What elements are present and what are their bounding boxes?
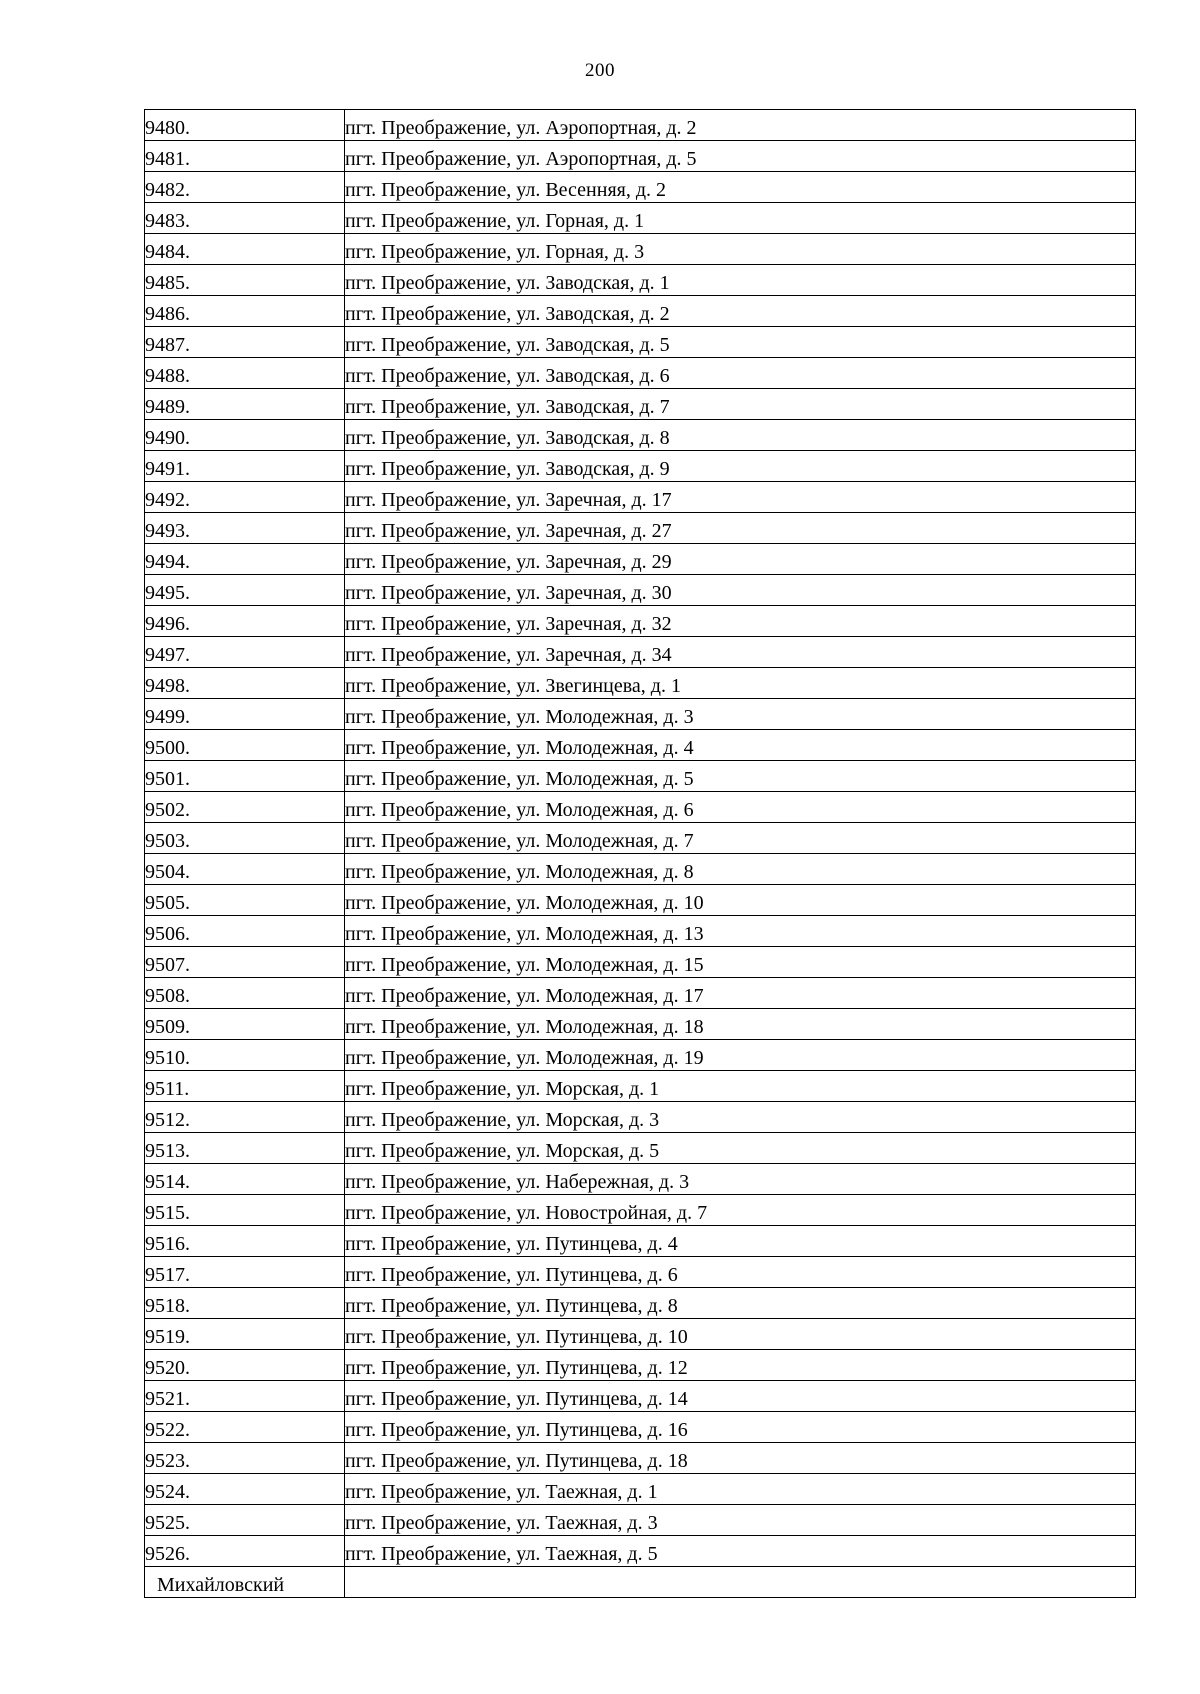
- row-number: 9494.: [145, 551, 190, 573]
- table-row: [145, 1350, 1136, 1381]
- row-address: пгт. Преображение, ул. Заречная, д. 34: [345, 644, 672, 666]
- row-number-cell: [145, 234, 345, 265]
- row-number: 9488.: [145, 365, 190, 387]
- table-row: [145, 1474, 1136, 1505]
- row-number: 9513.: [145, 1140, 190, 1162]
- table-row: [145, 1257, 1136, 1288]
- table-row: [145, 327, 1136, 358]
- table-row: [145, 761, 1136, 792]
- row-address-cell: [345, 637, 1136, 668]
- row-address: пгт. Преображение, ул. Заводская, д. 8: [345, 427, 670, 449]
- row-number-cell: [145, 1443, 345, 1474]
- table-row: [145, 823, 1136, 854]
- row-address-cell: [345, 575, 1136, 606]
- row-number: 9517.: [145, 1264, 190, 1286]
- row-address: пгт. Преображение, ул. Заречная, д. 30: [345, 582, 672, 604]
- row-address: пгт. Преображение, ул. Путинцева, д. 8: [345, 1295, 678, 1317]
- row-number-cell: [145, 1040, 345, 1071]
- row-address: пгт. Преображение, ул. Путинцева, д. 16: [345, 1419, 688, 1441]
- row-number-cell: [145, 1288, 345, 1319]
- row-number: 9490.: [145, 427, 190, 449]
- row-address-cell: [345, 885, 1136, 916]
- row-number: 9491.: [145, 458, 190, 480]
- row-address-cell: [345, 978, 1136, 1009]
- row-address-cell: [345, 1226, 1136, 1257]
- table-row: [145, 234, 1136, 265]
- row-address: пгт. Преображение, ул. Заводская, д. 7: [345, 396, 670, 418]
- row-address-cell: [345, 482, 1136, 513]
- row-address-cell: [345, 1319, 1136, 1350]
- row-address: пгт. Преображение, ул. Молодежная, д. 6: [345, 799, 694, 821]
- table-row: [145, 1226, 1136, 1257]
- row-address: пгт. Преображение, ул. Молодежная, д. 19: [345, 1047, 704, 1069]
- row-number: 9524.: [145, 1481, 190, 1503]
- row-number: 9498.: [145, 675, 190, 697]
- region-name-cell: [145, 1567, 345, 1598]
- row-number-cell: [145, 792, 345, 823]
- row-number: 9525.: [145, 1512, 190, 1534]
- row-address-cell: [345, 1381, 1136, 1412]
- row-address: пгт. Преображение, ул. Аэропортная, д. 2: [345, 117, 697, 139]
- table-row: [145, 978, 1136, 1009]
- row-number: 9487.: [145, 334, 190, 356]
- row-number: 9507.: [145, 954, 190, 976]
- row-number-cell: [145, 761, 345, 792]
- row-number-cell: [145, 1133, 345, 1164]
- row-number: 9505.: [145, 892, 190, 914]
- row-number: 9501.: [145, 768, 190, 790]
- row-address: пгт. Преображение, ул. Горная, д. 3: [345, 241, 645, 263]
- row-address: пгт. Преображение, ул. Молодежная, д. 13: [345, 923, 704, 945]
- table-row: [145, 606, 1136, 637]
- row-number: 9523.: [145, 1450, 190, 1472]
- row-number-cell: [145, 544, 345, 575]
- row-number-cell: [145, 637, 345, 668]
- row-number-cell: [145, 1505, 345, 1536]
- row-number: 9496.: [145, 613, 190, 635]
- row-number: 9500.: [145, 737, 190, 759]
- row-address: пгт. Преображение, ул. Путинцева, д. 10: [345, 1326, 688, 1348]
- row-number: 9485.: [145, 272, 190, 294]
- row-address-cell: [345, 1505, 1136, 1536]
- table-row: [145, 141, 1136, 172]
- table-row: [145, 296, 1136, 327]
- address-table-body: [145, 110, 1136, 1598]
- row-address: пгт. Преображение, ул. Заречная, д. 32: [345, 613, 672, 635]
- table-row: [145, 730, 1136, 761]
- table-row: [145, 1102, 1136, 1133]
- table-row: [145, 420, 1136, 451]
- row-number-cell: [145, 1257, 345, 1288]
- row-address: пгт. Преображение, ул. Путинцева, д. 14: [345, 1388, 688, 1410]
- row-address: пгт. Преображение, ул. Молодежная, д. 18: [345, 1016, 704, 1038]
- row-address-cell: [345, 730, 1136, 761]
- row-address: пгт. Преображение, ул. Морская, д. 3: [345, 1109, 660, 1131]
- row-address: пгт. Преображение, ул. Весенняя, д. 2: [345, 179, 667, 201]
- row-address: пгт. Преображение, ул. Заводская, д. 2: [345, 303, 670, 325]
- row-number-cell: [145, 730, 345, 761]
- row-number: 9522.: [145, 1419, 190, 1441]
- row-number-cell: [145, 823, 345, 854]
- row-address: пгт. Преображение, ул. Молодежная, д. 10: [345, 892, 704, 914]
- row-address-cell: [345, 1133, 1136, 1164]
- table-row: [145, 1381, 1136, 1412]
- table-row: [145, 203, 1136, 234]
- table-row: [145, 885, 1136, 916]
- table-row: [145, 1443, 1136, 1474]
- row-number: 9483.: [145, 210, 190, 232]
- row-address-cell: [345, 606, 1136, 637]
- row-number-cell: [145, 978, 345, 1009]
- table-row: [145, 1505, 1136, 1536]
- table-row: [145, 637, 1136, 668]
- row-number-cell: [145, 358, 345, 389]
- row-address: пгт. Преображение, ул. Новостройная, д. 7: [345, 1202, 708, 1224]
- row-address-cell: [345, 389, 1136, 420]
- row-address-cell: [345, 1164, 1136, 1195]
- row-number: 9516.: [145, 1233, 190, 1255]
- row-number-cell: [145, 575, 345, 606]
- row-number-cell: [145, 296, 345, 327]
- row-number-cell: [145, 141, 345, 172]
- row-number-cell: [145, 1164, 345, 1195]
- row-address-cell: [345, 916, 1136, 947]
- row-address-cell: [345, 761, 1136, 792]
- row-number-cell: [145, 1009, 345, 1040]
- row-address-cell: [345, 1443, 1136, 1474]
- row-number: 9510.: [145, 1047, 190, 1069]
- row-number: 9486.: [145, 303, 190, 325]
- table-row: [145, 110, 1136, 141]
- address-table: [144, 109, 1136, 1598]
- row-address: пгт. Преображение, ул. Путинцева, д. 18: [345, 1450, 688, 1472]
- table-row: [145, 916, 1136, 947]
- row-number: 9520.: [145, 1357, 190, 1379]
- row-number-cell: [145, 1536, 345, 1567]
- table-row: [145, 544, 1136, 575]
- row-number: 9518.: [145, 1295, 190, 1317]
- row-address-cell: [345, 1288, 1136, 1319]
- table-row: [145, 358, 1136, 389]
- row-number-cell: [145, 606, 345, 637]
- row-number-cell: [145, 1102, 345, 1133]
- row-address: пгт. Преображение, ул. Заводская, д. 5: [345, 334, 670, 356]
- row-address: пгт. Преображение, ул. Молодежная, д. 4: [345, 737, 694, 759]
- row-number-cell: [145, 885, 345, 916]
- row-number: 9484.: [145, 241, 190, 263]
- table-row: [145, 265, 1136, 296]
- row-address: пгт. Преображение, ул. Морская, д. 5: [345, 1140, 660, 1162]
- table-row: [145, 482, 1136, 513]
- row-number: 9508.: [145, 985, 190, 1007]
- row-address-cell: [345, 1350, 1136, 1381]
- row-number: 9521.: [145, 1388, 190, 1410]
- table-row: [145, 947, 1136, 978]
- row-address: пгт. Преображение, ул. Таежная, д. 1: [345, 1481, 658, 1503]
- region-address-cell: [345, 1567, 1136, 1598]
- row-address-cell: [345, 854, 1136, 885]
- row-number: 9481.: [145, 148, 190, 170]
- row-address-cell: [345, 234, 1136, 265]
- row-number: 9514.: [145, 1171, 190, 1193]
- row-address-cell: [345, 1257, 1136, 1288]
- row-number-cell: [145, 451, 345, 482]
- row-number: 9515.: [145, 1202, 190, 1224]
- table-row: [145, 1071, 1136, 1102]
- table-row: [145, 792, 1136, 823]
- table-row: [145, 451, 1136, 482]
- row-number-cell: [145, 947, 345, 978]
- row-number: 9502.: [145, 799, 190, 821]
- row-address-cell: [345, 141, 1136, 172]
- table-row: [145, 854, 1136, 885]
- row-number: 9512.: [145, 1109, 190, 1131]
- row-number: 9482.: [145, 179, 190, 201]
- row-address-cell: [345, 792, 1136, 823]
- row-address-cell: [345, 110, 1136, 141]
- row-address-cell: [345, 1009, 1136, 1040]
- row-address-cell: [345, 947, 1136, 978]
- row-number: 9492.: [145, 489, 190, 511]
- row-number-cell: [145, 1350, 345, 1381]
- row-number: 9504.: [145, 861, 190, 883]
- row-number: 9509.: [145, 1016, 190, 1038]
- table-row: [145, 1288, 1136, 1319]
- row-number: 9489.: [145, 396, 190, 418]
- row-number-cell: [145, 110, 345, 141]
- table-row: [145, 172, 1136, 203]
- row-address-cell: [345, 420, 1136, 451]
- row-address-cell: [345, 1536, 1136, 1567]
- row-address-cell: [345, 327, 1136, 358]
- row-number-cell: [145, 513, 345, 544]
- row-number: 9519.: [145, 1326, 190, 1348]
- row-address-cell: [345, 1195, 1136, 1226]
- row-address: пгт. Преображение, ул. Звегинцева, д. 1: [345, 675, 681, 697]
- table-row: [145, 575, 1136, 606]
- row-number-cell: [145, 482, 345, 513]
- row-number: 9497.: [145, 644, 190, 666]
- row-address-cell: [345, 1412, 1136, 1443]
- row-number: 9495.: [145, 582, 190, 604]
- row-number-cell: [145, 699, 345, 730]
- row-number-cell: [145, 1474, 345, 1505]
- row-number-cell: [145, 265, 345, 296]
- region-name: Михайловский: [157, 1574, 285, 1596]
- row-number: 9499.: [145, 706, 190, 728]
- table-row: [145, 699, 1136, 730]
- region-row: [145, 1567, 1136, 1598]
- row-number-cell: [145, 172, 345, 203]
- row-address: пгт. Преображение, ул. Заводская, д. 1: [345, 272, 670, 294]
- row-address-cell: [345, 544, 1136, 575]
- row-address: пгт. Преображение, ул. Морская, д. 1: [345, 1078, 660, 1100]
- row-number: 9503.: [145, 830, 190, 852]
- row-number-cell: [145, 854, 345, 885]
- row-address-cell: [345, 1474, 1136, 1505]
- row-number-cell: [145, 668, 345, 699]
- table-row: [145, 1319, 1136, 1350]
- row-address: пгт. Преображение, ул. Молодежная, д. 3: [345, 706, 694, 728]
- table-row: [145, 1133, 1136, 1164]
- table-row: [145, 1164, 1136, 1195]
- row-address-cell: [345, 203, 1136, 234]
- row-address-cell: [345, 1071, 1136, 1102]
- row-address: пгт. Преображение, ул. Молодежная, д. 17: [345, 985, 704, 1007]
- row-number-cell: [145, 1381, 345, 1412]
- row-address-cell: [345, 513, 1136, 544]
- row-address-cell: [345, 296, 1136, 327]
- row-number-cell: [145, 1319, 345, 1350]
- row-number-cell: [145, 389, 345, 420]
- row-number-cell: [145, 1071, 345, 1102]
- row-address-cell: [345, 699, 1136, 730]
- row-address: пгт. Преображение, ул. Заречная, д. 27: [345, 520, 672, 542]
- row-address-cell: [345, 1040, 1136, 1071]
- row-address-cell: [345, 358, 1136, 389]
- row-address-cell: [345, 172, 1136, 203]
- row-address: пгт. Преображение, ул. Путинцева, д. 4: [345, 1233, 678, 1255]
- table-row: [145, 1536, 1136, 1567]
- row-address: пгт. Преображение, ул. Путинцева, д. 12: [345, 1357, 688, 1379]
- row-address-cell: [345, 451, 1136, 482]
- row-address: пгт. Преображение, ул. Молодежная, д. 8: [345, 861, 694, 883]
- row-address: пгт. Преображение, ул. Таежная, д. 5: [345, 1543, 658, 1565]
- row-number-cell: [145, 916, 345, 947]
- row-number: 9480.: [145, 117, 190, 139]
- row-number-cell: [145, 203, 345, 234]
- row-number-cell: [145, 420, 345, 451]
- row-address: пгт. Преображение, ул. Заречная, д. 29: [345, 551, 672, 573]
- row-number-cell: [145, 1226, 345, 1257]
- table-row: [145, 513, 1136, 544]
- row-number: 9506.: [145, 923, 190, 945]
- row-address-cell: [345, 823, 1136, 854]
- row-address: пгт. Преображение, ул. Молодежная, д. 15: [345, 954, 704, 976]
- row-address: пгт. Преображение, ул. Путинцева, д. 6: [345, 1264, 678, 1286]
- row-address: пгт. Преображение, ул. Таежная, д. 3: [345, 1512, 658, 1534]
- row-address-cell: [345, 668, 1136, 699]
- table-row: [145, 668, 1136, 699]
- row-address-cell: [345, 1102, 1136, 1133]
- row-number: 9493.: [145, 520, 190, 542]
- row-number-cell: [145, 327, 345, 358]
- table-row: [145, 389, 1136, 420]
- table-row: [145, 1195, 1136, 1226]
- row-number-cell: [145, 1195, 345, 1226]
- table-row: [145, 1009, 1136, 1040]
- table-row: [145, 1040, 1136, 1071]
- row-address: пгт. Преображение, ул. Заводская, д. 9: [345, 458, 670, 480]
- row-address-cell: [345, 265, 1136, 296]
- row-address: пгт. Преображение, ул. Заречная, д. 17: [345, 489, 672, 511]
- row-address: пгт. Преображение, ул. Молодежная, д. 5: [345, 768, 694, 790]
- page-number: 200: [585, 60, 615, 81]
- row-address: пгт. Преображение, ул. Молодежная, д. 7: [345, 830, 694, 852]
- row-address: пгт. Преображение, ул. Аэропортная, д. 5: [345, 148, 697, 170]
- row-address: пгт. Преображение, ул. Заводская, д. 6: [345, 365, 670, 387]
- row-number: 9526.: [145, 1543, 190, 1565]
- row-number-cell: [145, 1412, 345, 1443]
- table-row: [145, 1412, 1136, 1443]
- row-address: пгт. Преображение, ул. Набережная, д. 3: [345, 1171, 690, 1193]
- row-address: пгт. Преображение, ул. Горная, д. 1: [345, 210, 645, 232]
- row-number: 9511.: [145, 1078, 190, 1100]
